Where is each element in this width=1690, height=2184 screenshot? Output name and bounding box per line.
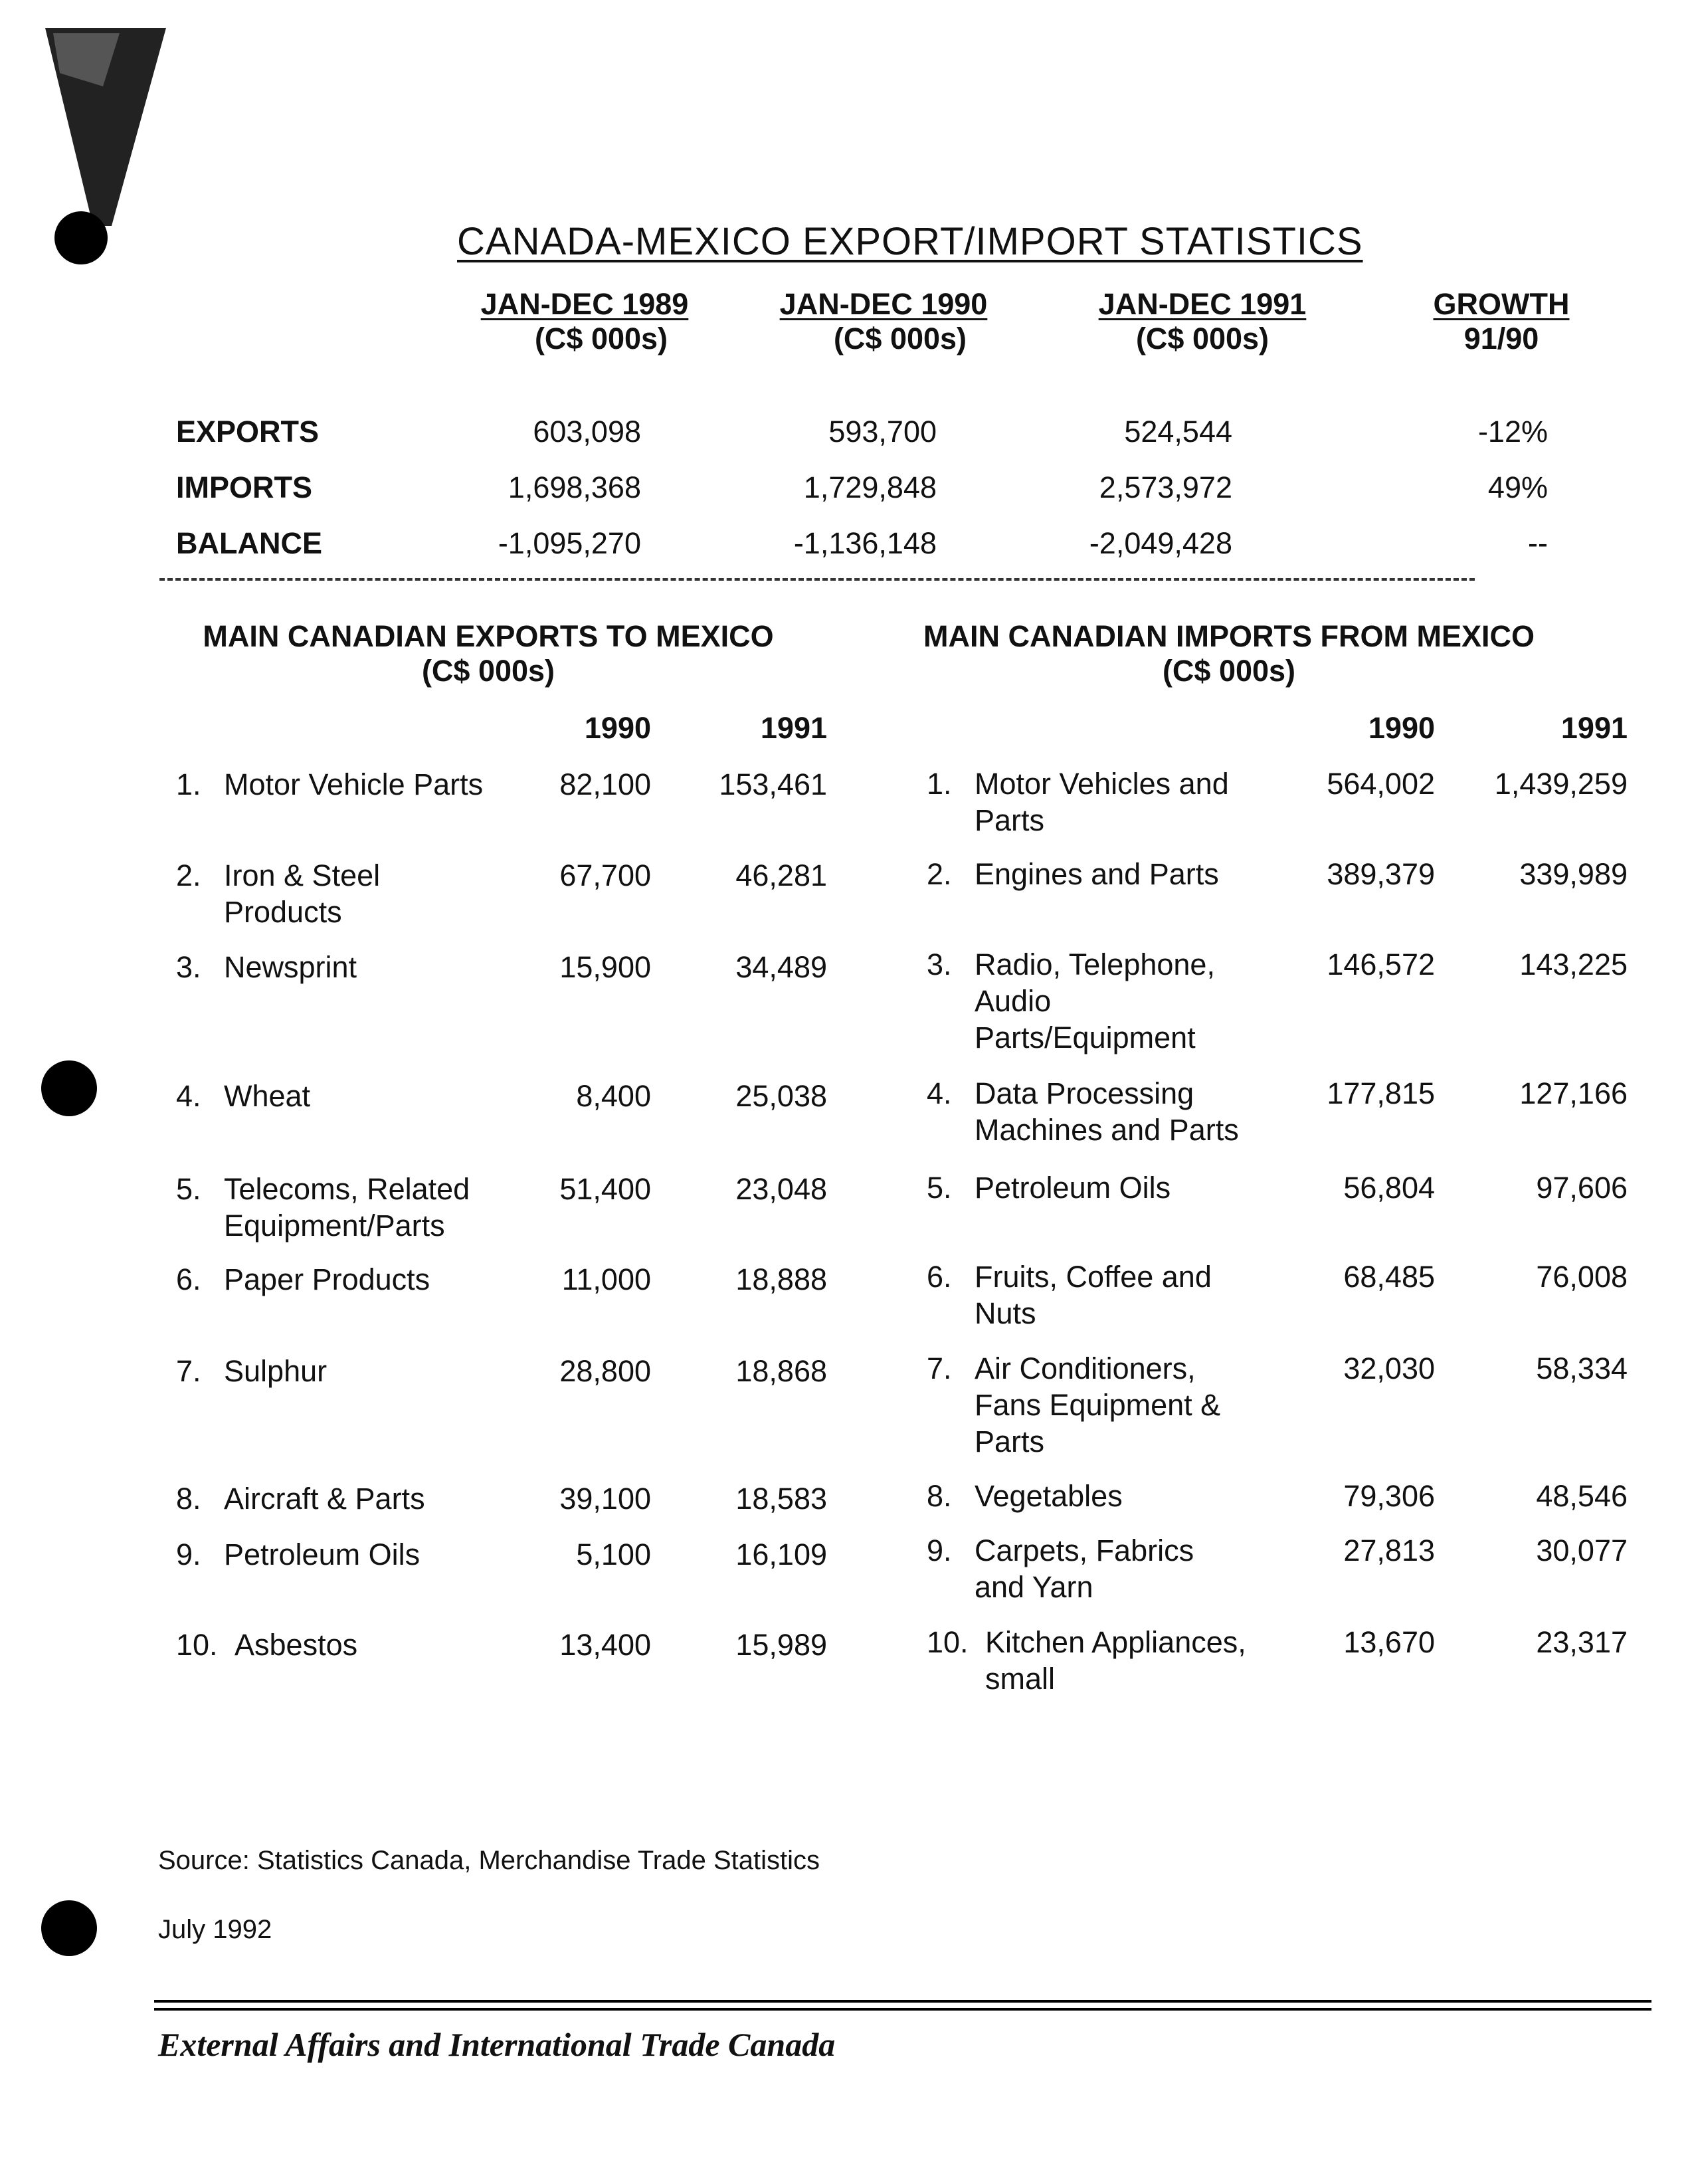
- summary-value: 603,098: [533, 415, 641, 448]
- value-1991: 23,048: [735, 1172, 827, 1206]
- summary-value: 1,698,368: [508, 470, 641, 504]
- value-1990: 564,002: [1327, 767, 1435, 801]
- value-1990: 8,400: [576, 1079, 651, 1113]
- item-name: Newsprint: [224, 950, 357, 984]
- summary-column-header: JAN-DEC 1990 (C$ 000s): [779, 287, 988, 355]
- item-name: Radio, Telephone, Audio Parts/Equipment: [975, 947, 1215, 1054]
- value-1990: 51,400: [559, 1172, 651, 1206]
- item-number: 5.: [927, 1171, 952, 1205]
- exports-heading: MAIN CANADIAN EXPORTS TO MEXICO (C$ 000s): [203, 619, 774, 688]
- item-number: 6.: [176, 1262, 201, 1296]
- value-1991: 15,989: [735, 1628, 827, 1662]
- value-1990: 13,670: [1343, 1625, 1435, 1659]
- summary-value: -1,095,270: [498, 526, 641, 560]
- value-1990: 11,000: [561, 1262, 651, 1296]
- footer-rule: [154, 2000, 1651, 2003]
- item-number: 10.: [176, 1628, 218, 1662]
- summary-value: -12%: [1477, 415, 1548, 448]
- summary-value: 524,544: [1124, 415, 1232, 448]
- summary-value: -1,136,148: [793, 526, 937, 560]
- exports-year-1991: 1991: [760, 711, 827, 745]
- summary-column-header: JAN-DEC 1991 (C$ 000s): [1098, 287, 1307, 355]
- item-name: Paper Products: [224, 1262, 430, 1296]
- footer-rule: [154, 2008, 1651, 2011]
- value-1991: 97,606: [1536, 1171, 1628, 1205]
- item-name: Iron & Steel Products: [224, 858, 381, 929]
- exports-year-1990: 1990: [584, 711, 651, 745]
- value-1991: 18,888: [735, 1262, 827, 1296]
- value-1991: 1,439,259: [1494, 767, 1628, 801]
- value-1991: 58,334: [1536, 1351, 1628, 1385]
- value-1991: 153,461: [719, 767, 827, 801]
- imports-heading: MAIN CANADIAN IMPORTS FROM MEXICO (C$ 000s): [923, 619, 1535, 688]
- item-name: Aircraft & Parts: [224, 1482, 425, 1516]
- value-1990: 13,400: [559, 1628, 651, 1662]
- imports-year-1990: 1990: [1368, 711, 1435, 745]
- item-number: 9.: [927, 1534, 952, 1567]
- value-1990: 5,100: [576, 1538, 651, 1571]
- item-number: 1.: [927, 767, 952, 801]
- value-1991: 46,281: [735, 858, 827, 892]
- value-1990: 27,813: [1343, 1534, 1435, 1567]
- binder-hole-icon: [41, 1900, 97, 1956]
- binder-hole-icon: [41, 1060, 97, 1116]
- value-1991: 127,166: [1519, 1076, 1628, 1110]
- value-1990: 28,800: [559, 1354, 651, 1388]
- item-name: Air Conditioners, Fans Equipment & Parts: [975, 1351, 1221, 1458]
- item-number: 10.: [927, 1625, 969, 1659]
- value-1991: 34,489: [735, 950, 827, 984]
- summary-column-header: JAN-DEC 1989 (C$ 000s): [480, 287, 689, 355]
- value-1990: 68,485: [1343, 1260, 1435, 1294]
- summary-value: 1,729,848: [803, 470, 937, 504]
- imports-year-1991: 1991: [1560, 711, 1628, 745]
- item-name: Petroleum Oils: [975, 1171, 1171, 1205]
- item-name: Motor Vehicle Parts: [224, 767, 484, 801]
- item-name: Carpets, Fabrics and Yarn: [975, 1534, 1194, 1604]
- value-1990: 82,100: [559, 767, 651, 801]
- value-1991: 30,077: [1536, 1534, 1628, 1567]
- value-1990: 15,900: [559, 950, 651, 984]
- item-name: Fruits, Coffee and Nuts: [975, 1260, 1212, 1330]
- exclamation-logo-icon: [40, 27, 186, 266]
- dashed-divider: [159, 578, 1475, 581]
- agency-name: External Affairs and International Trade Canada: [158, 2026, 836, 2063]
- item-number: 8.: [927, 1479, 952, 1513]
- value-1990: 67,700: [559, 858, 651, 892]
- summary-value: 2,573,972: [1099, 470, 1232, 504]
- item-number: 4.: [176, 1079, 201, 1113]
- value-1990: 39,100: [559, 1482, 651, 1516]
- item-name: Asbestos: [235, 1628, 358, 1662]
- item-number: 7.: [176, 1354, 201, 1388]
- item-number: 5.: [176, 1172, 201, 1206]
- summary-column-header: GROWTH 91/90: [1433, 287, 1570, 355]
- item-number: 2.: [927, 857, 952, 891]
- value-1990: 177,815: [1327, 1076, 1435, 1110]
- value-1991: 76,008: [1536, 1260, 1628, 1294]
- value-1991: 48,546: [1536, 1479, 1628, 1513]
- item-number: 7.: [927, 1351, 952, 1385]
- item-number: 9.: [176, 1538, 201, 1571]
- summary-row-label: BALANCE: [176, 526, 322, 560]
- item-name: Telecoms, Related Equipment/Parts: [224, 1172, 470, 1242]
- value-1991: 143,225: [1519, 947, 1628, 981]
- summary-row-label: EXPORTS: [176, 415, 320, 448]
- item-name: Motor Vehicles and Parts: [975, 767, 1229, 837]
- item-number: 3.: [176, 950, 201, 984]
- value-1991: 339,989: [1519, 857, 1628, 891]
- summary-value: --: [1528, 526, 1548, 560]
- item-name: Engines and Parts: [975, 857, 1219, 891]
- item-number: 1.: [176, 767, 201, 801]
- summary-value: 49%: [1487, 470, 1548, 504]
- value-1991: 25,038: [735, 1079, 827, 1113]
- value-1991: 18,583: [735, 1482, 827, 1516]
- item-name: Kitchen Appliances, small: [985, 1625, 1246, 1696]
- source-note: Source: Statistics Canada, Merchandise Trade Statistics: [158, 1846, 820, 1875]
- item-name: Data Processing Machines and Parts: [975, 1076, 1239, 1147]
- value-1990: 32,030: [1343, 1351, 1435, 1385]
- item-name: Petroleum Oils: [224, 1538, 421, 1571]
- page-title: CANADA-MEXICO EXPORT/IMPORT STATISTICS: [457, 220, 1363, 263]
- value-1991: 16,109: [735, 1538, 827, 1571]
- item-number: 4.: [927, 1076, 952, 1110]
- item-number: 8.: [176, 1482, 201, 1516]
- item-number: 2.: [176, 858, 201, 892]
- date-note: July 1992: [158, 1915, 272, 1944]
- item-number: 6.: [927, 1260, 952, 1294]
- item-name: Sulphur: [224, 1354, 328, 1388]
- value-1991: 23,317: [1536, 1625, 1628, 1659]
- item-number: 3.: [927, 947, 952, 981]
- summary-value: 593,700: [828, 415, 937, 448]
- value-1990: 389,379: [1327, 857, 1435, 891]
- value-1990: 56,804: [1343, 1171, 1435, 1205]
- summary-row-label: IMPORTS: [176, 470, 313, 504]
- value-1990: 79,306: [1343, 1479, 1435, 1513]
- summary-value: -2,049,428: [1089, 526, 1232, 560]
- value-1991: 18,868: [735, 1354, 827, 1388]
- item-name: Vegetables: [975, 1479, 1123, 1513]
- value-1990: 146,572: [1327, 947, 1435, 981]
- item-name: Wheat: [224, 1079, 311, 1113]
